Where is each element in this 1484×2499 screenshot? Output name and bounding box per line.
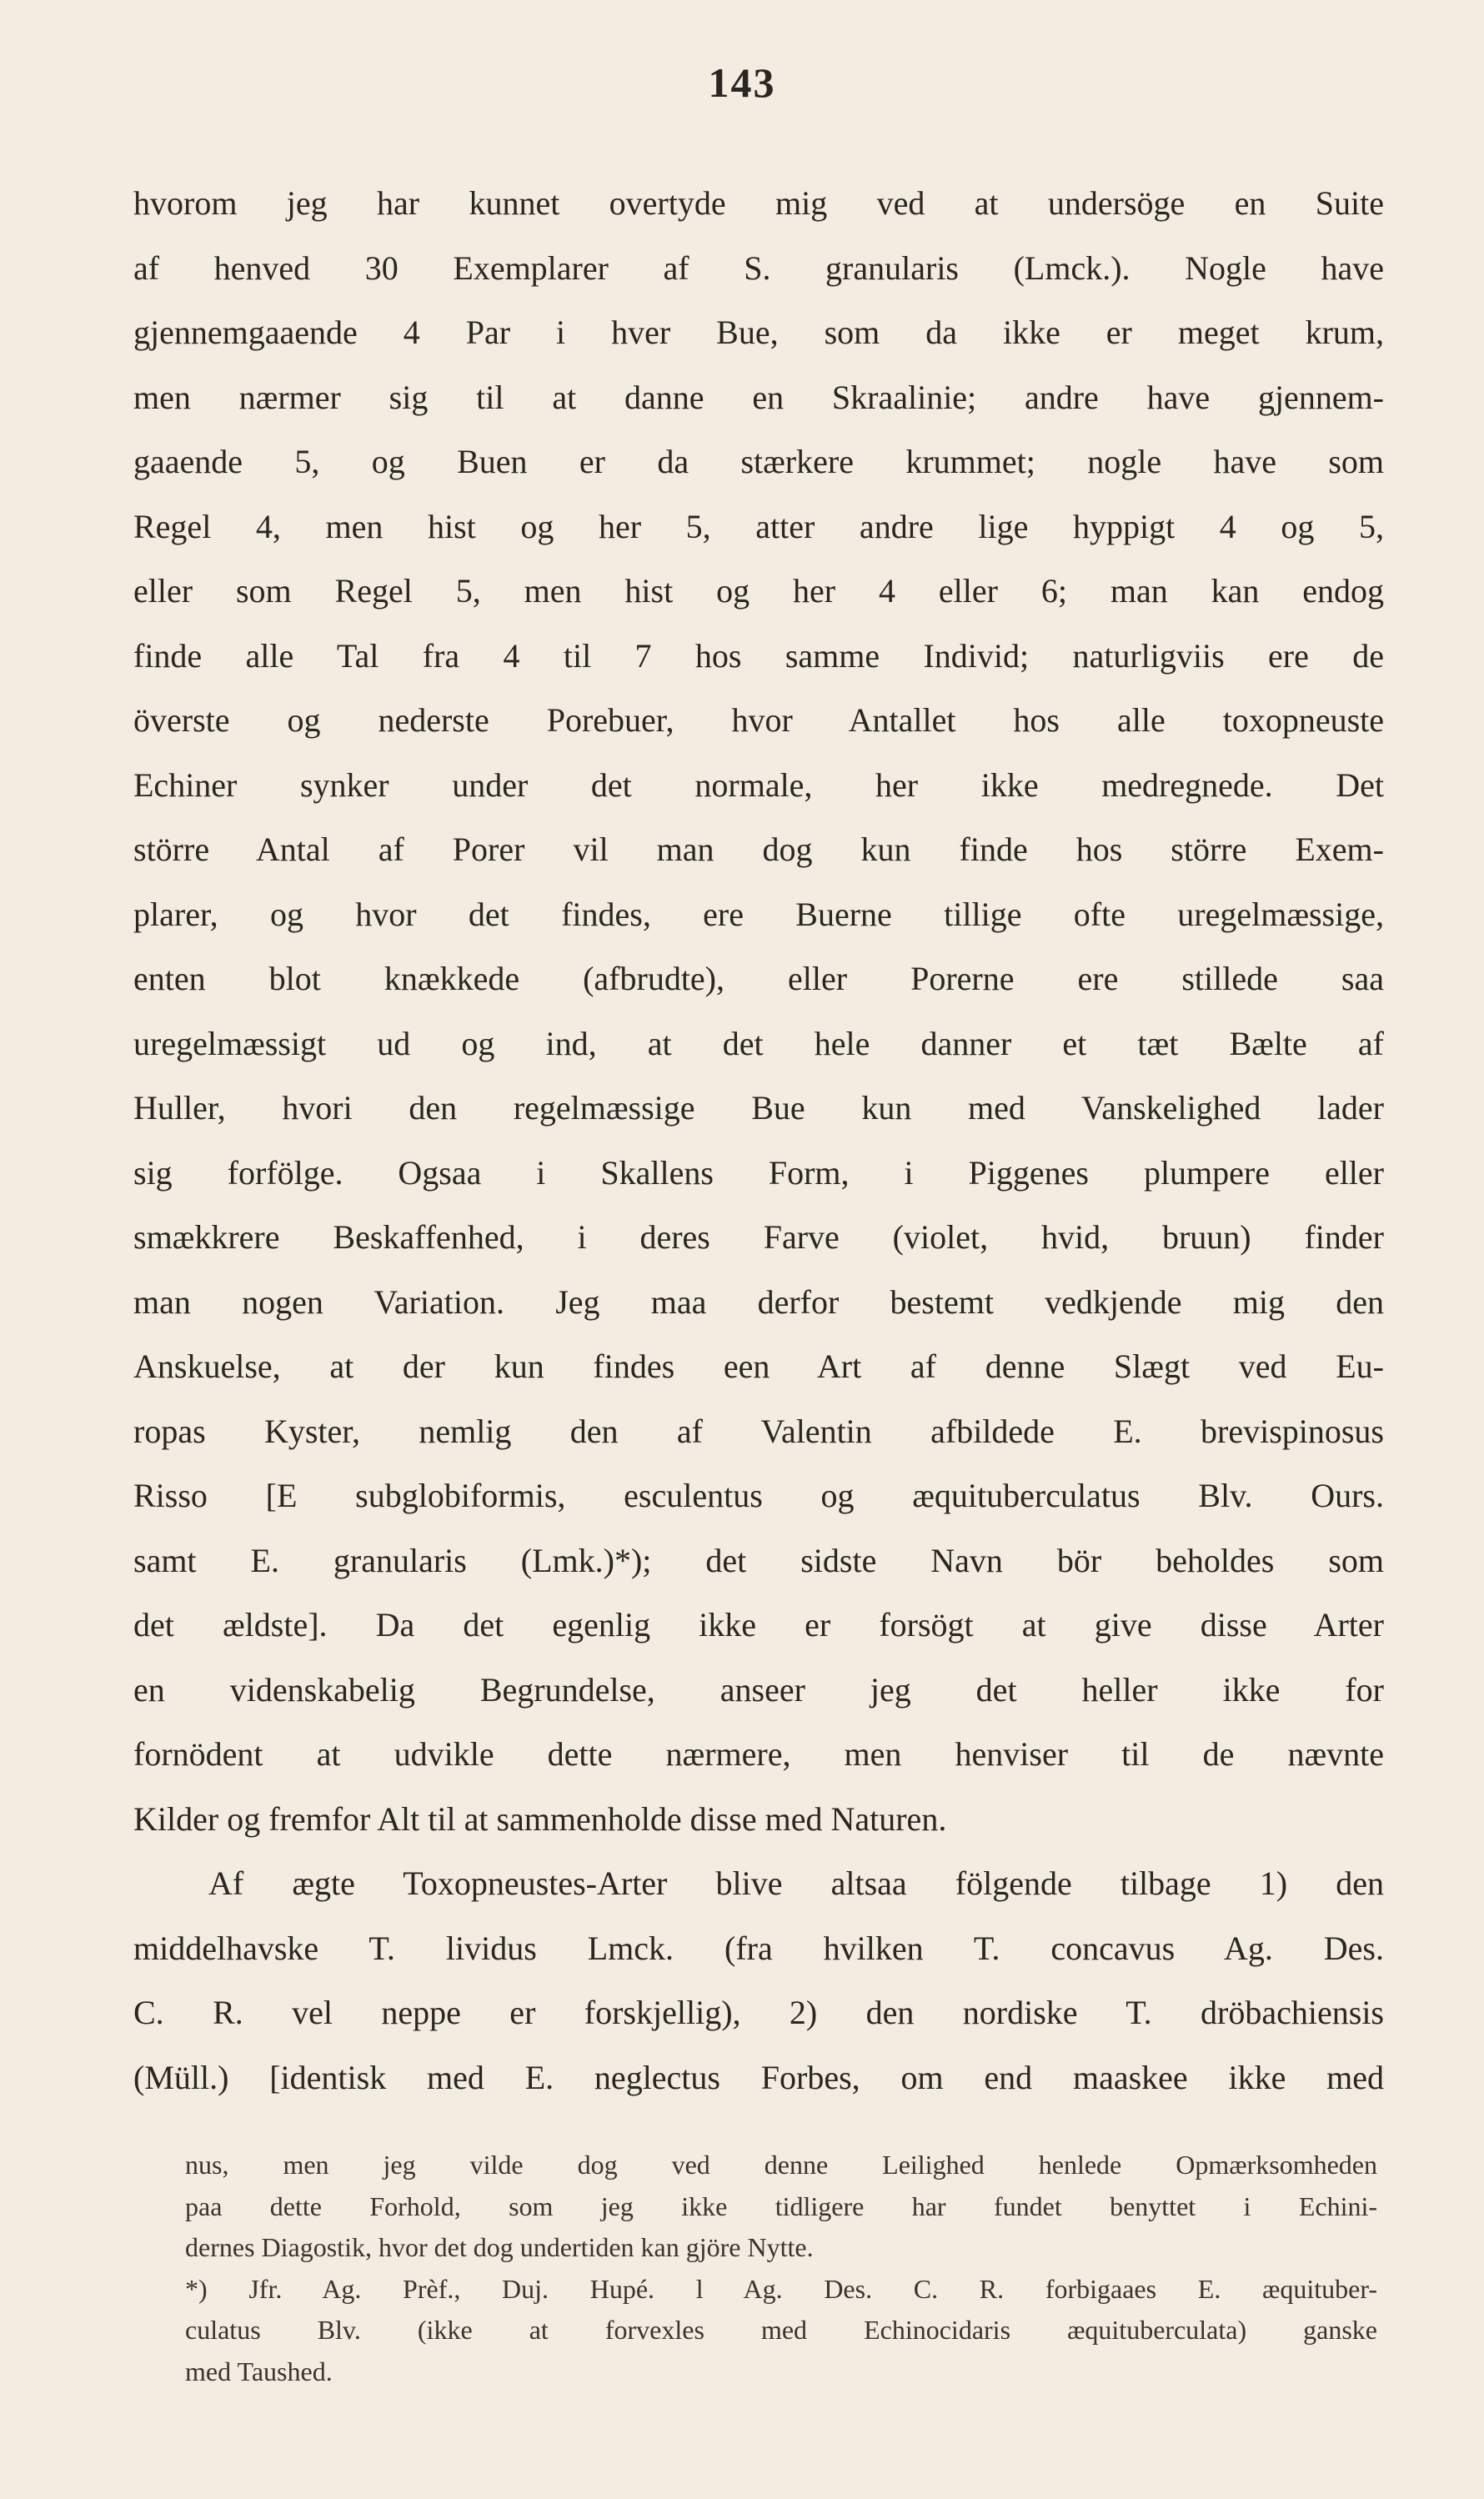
body-line: hvorom jeg har kunnet overtyde mig ved at undersöge en Suite xyxy=(133,184,1384,222)
body-line: middelhavske T. lividus Lmck. (fra hvilken T. concavus Ag. Des. xyxy=(133,1929,1384,1967)
body-line: (Müll.) [identisk med E. neglectus Forbes, om end maaskee ikke med xyxy=(133,2058,1384,2096)
body-line: Echiner synker under det normale, her ikke medregnede. Det xyxy=(133,765,1384,804)
body-line: Kilder og fremfor Alt til at sammenholde disse med Naturen. xyxy=(133,1799,947,1838)
body-line: C. R. vel neppe er forskjellig), 2) den nordiske T. dröbachiensis xyxy=(133,1994,1384,2031)
body-line: eller som Regel 5, men hist og her 4 eller 6; man kan endog xyxy=(133,572,1384,610)
body-line: samt E. granularis (Lmk.)*); det sidste Navn bör beholdes som xyxy=(133,1541,1384,1579)
body-line: enten blot knækkede (afbrudte), eller Porerne ere stillede saa xyxy=(133,960,1384,997)
body-line: smækkrere Beskaffenhed, i deres Farve (violet, hvid, bruun) finder xyxy=(133,1218,1384,1256)
body-line: af henved 30 Exemplarer af S. granularis (Lmck.). Nogle have xyxy=(133,248,1384,287)
body-line: det ældste]. Da det egenlig ikke er forsögt at give disse Arter xyxy=(133,1606,1384,1643)
footnote-line: dernes Diagostik, hvor det dog undertiden kan gjöre Nytte. xyxy=(185,2232,814,2262)
page-number: 143 xyxy=(708,59,776,106)
footnotes xyxy=(185,2145,1377,2392)
body-line: Regel 4, men hist og her 5, atter andre lige hyppigt 4 og 5, xyxy=(133,507,1384,545)
body-line: en videnskabelig Begrundelse, anseer jeg det heller ikke for xyxy=(133,1670,1384,1709)
body-line: plarer, og hvor det findes, ere Buerne tillige ofte uregelmæssige, xyxy=(133,895,1384,933)
body-line: fornödent at udvikle dette nærmere, men henviser til de nævnte xyxy=(133,1735,1384,1773)
body-line: Huller, hvori den regelmæssige Bue kun med Vanskelighed lader xyxy=(133,1089,1384,1127)
footnote-line: paa dette Forhold, som jeg ikke tidligere har fundet benyttet i Echini- xyxy=(185,2190,1377,2221)
body-text xyxy=(133,171,1384,2110)
body-line: man nogen Variation. Jeg maa derfor bestemt vedkjende mig den xyxy=(133,1282,1384,1321)
footnote-line: med Taushed. xyxy=(185,2356,333,2386)
body-line: sig forfölge. Ogsaa i Skallens Form, i Piggenes plumpere eller xyxy=(133,1153,1384,1192)
body-line: finde alle Tal fra 4 til 7 hos samme Individ; naturligviis ere de xyxy=(133,636,1384,675)
body-line: Risso [E subglobiformis, esculentus og æquituberculatus Blv. Ours. xyxy=(133,1477,1384,1514)
body-line: gaaende 5, og Buen er da stærkere krummet; nogle have som xyxy=(133,443,1384,480)
body-line: gjennemgaaende 4 Par i hver Bue, som da ikke er meget krum, xyxy=(133,314,1384,351)
body-line: men nærmer sig til at danne en Skraalinie; andre have gjennem- xyxy=(133,378,1384,416)
body-line: Af ægte Toxopneustes-Arter blive altsaa fölgende tilbage 1) den xyxy=(208,1864,1384,1902)
body-line: ropas Kyster, nemlig den af Valentin afbildede E. brevispinosus xyxy=(133,1412,1384,1450)
body-line: överste og nederste Porebuer, hvor Antallet hos alle toxopneuste xyxy=(133,701,1384,739)
body-line: större Antal af Porer vil man dog kun finde hos större Exem- xyxy=(133,830,1384,868)
body-line: Anskuelse, at der kun findes een Art af denne Slægt ved Eu- xyxy=(133,1347,1384,1385)
footnote-line: *) Jfr. Ag. Prèf., Duj. Hupé. l Ag. Des. C. R. forbigaaes E. æquituber- xyxy=(185,2273,1377,2304)
footnote-line: nus, men jeg vilde dog ved denne Leilighed henlede Opmærksomheden xyxy=(185,2150,1377,2180)
footnote-line: culatus Blv. (ikke at forvexles med Echinocidaris æquituberculata) ganske xyxy=(185,2315,1377,2345)
body-line: uregelmæssigt ud og ind, at det hele danner et tæt Bælte af xyxy=(133,1024,1384,1062)
